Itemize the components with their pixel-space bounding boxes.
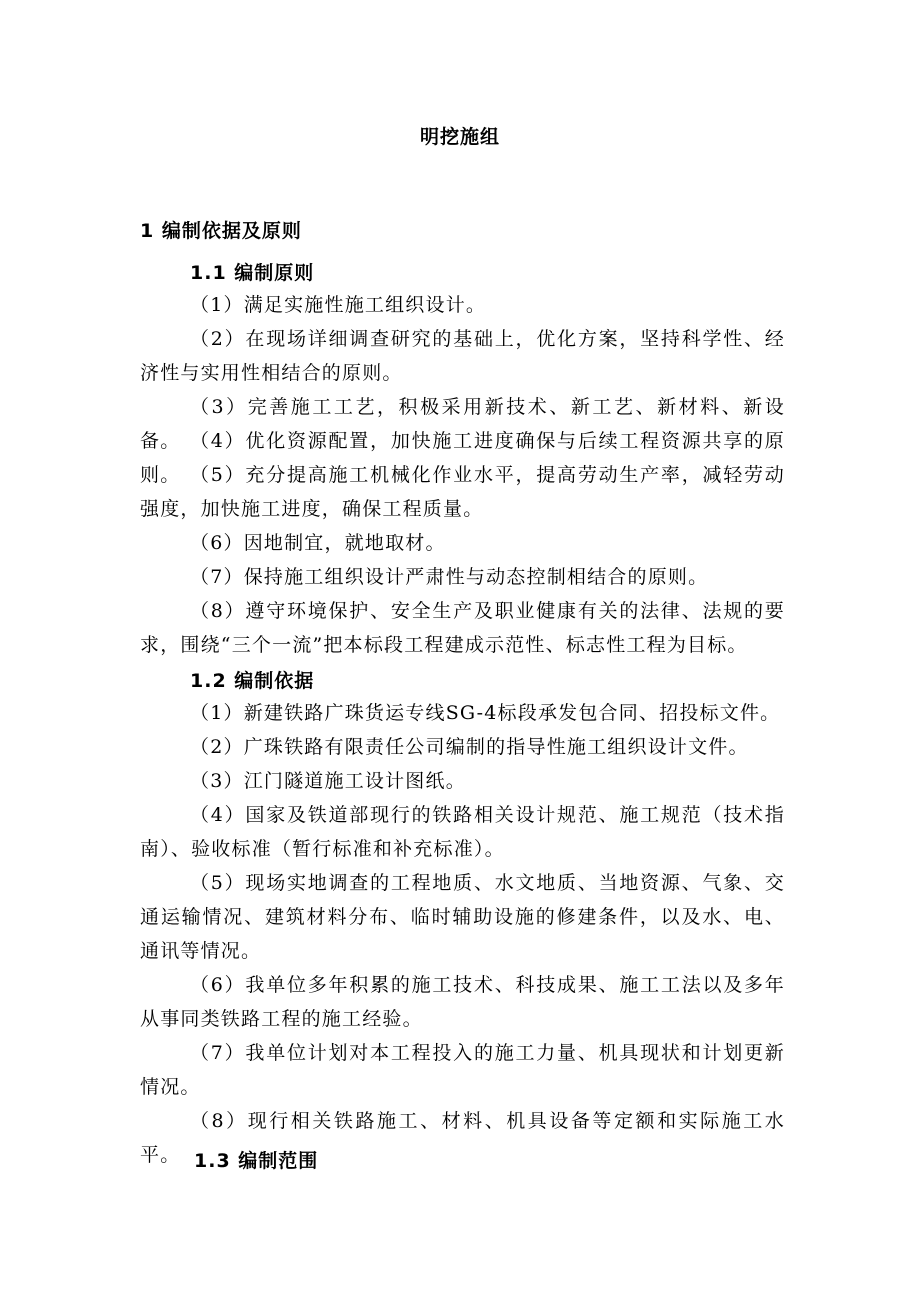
document-title: 明挖施组: [419, 126, 500, 148]
basis-item-1: （1）新建铁路广珠货运专线SG-4标段承发包合同、招投标文件。: [190, 702, 781, 724]
principle-item-1: （1）满足实施性施工组织设计。: [190, 294, 487, 316]
basis-item-7: （7）我单位计划对本工程投入的施工力量、机具现状和计划更新情况。: [140, 1042, 785, 1098]
section-heading-1-3: 1.3 编制范围: [194, 1150, 319, 1172]
principle-item-4: （4）优化资源配置，加快施工进度确保与后续工程资源共享的原则。: [140, 430, 785, 486]
principle-item-6: （6）因地制宜，就地取材。: [190, 532, 446, 554]
basis-item-8: （8）现行相关铁路施工、材料、机具设备等定额和实际施工水平。: [140, 1110, 785, 1166]
principle-item-2: （2）在现场详细调查研究的基础上，优化方案，坚持科学性、经济性与实用性相结合的原则。: [140, 328, 785, 384]
section-heading-1-2: 1.2 编制依据: [190, 670, 315, 692]
basis-item-6: （6）我单位多年积累的施工技术、科技成果、施工工法以及多年从事同类铁路工程的施工经验。: [140, 974, 785, 1030]
basis-item-2: （2）广珠铁路有限责任公司编制的指导性施工组织设计文件。: [190, 736, 749, 758]
basis-item-5: （5）现场实地调查的工程地质、水文地质、当地资源、气象、交通运输情况、建筑材料分布、临时辅助设施的修建条件，以及水、电、通讯等情况。: [140, 872, 785, 962]
principle-item-5: （5）充分提高施工机械化作业水平，提高劳动生产率，减轻劳动强度，加快施工进度，确保工程质量。: [140, 464, 785, 520]
basis-item-3: （3）江门隧道施工设计图纸。: [190, 770, 466, 792]
principle-item-8: （8）遵守环境保护、安全生产及职业健康有关的法律、法规的要求，围绕“三个一流”把本标段工程建成示范性、标志性工程为目标。: [140, 600, 785, 656]
principle-item-3: （3）完善施工工艺，积极采用新技术、新工艺、新材料、新设备。: [140, 396, 785, 452]
section-heading-1-1: 1.1 编制原则: [190, 262, 315, 284]
basis-item-4: （4）国家及铁道部现行的铁路相关设计规范、施工规范（技术指南）、验收标准（暂行标准和补充标准）。: [140, 804, 785, 860]
principle-item-7: （7）保持施工组织设计严肃性与动态控制相结合的原则。: [190, 566, 709, 588]
section-heading-1: 1 编制依据及原则: [140, 220, 302, 242]
